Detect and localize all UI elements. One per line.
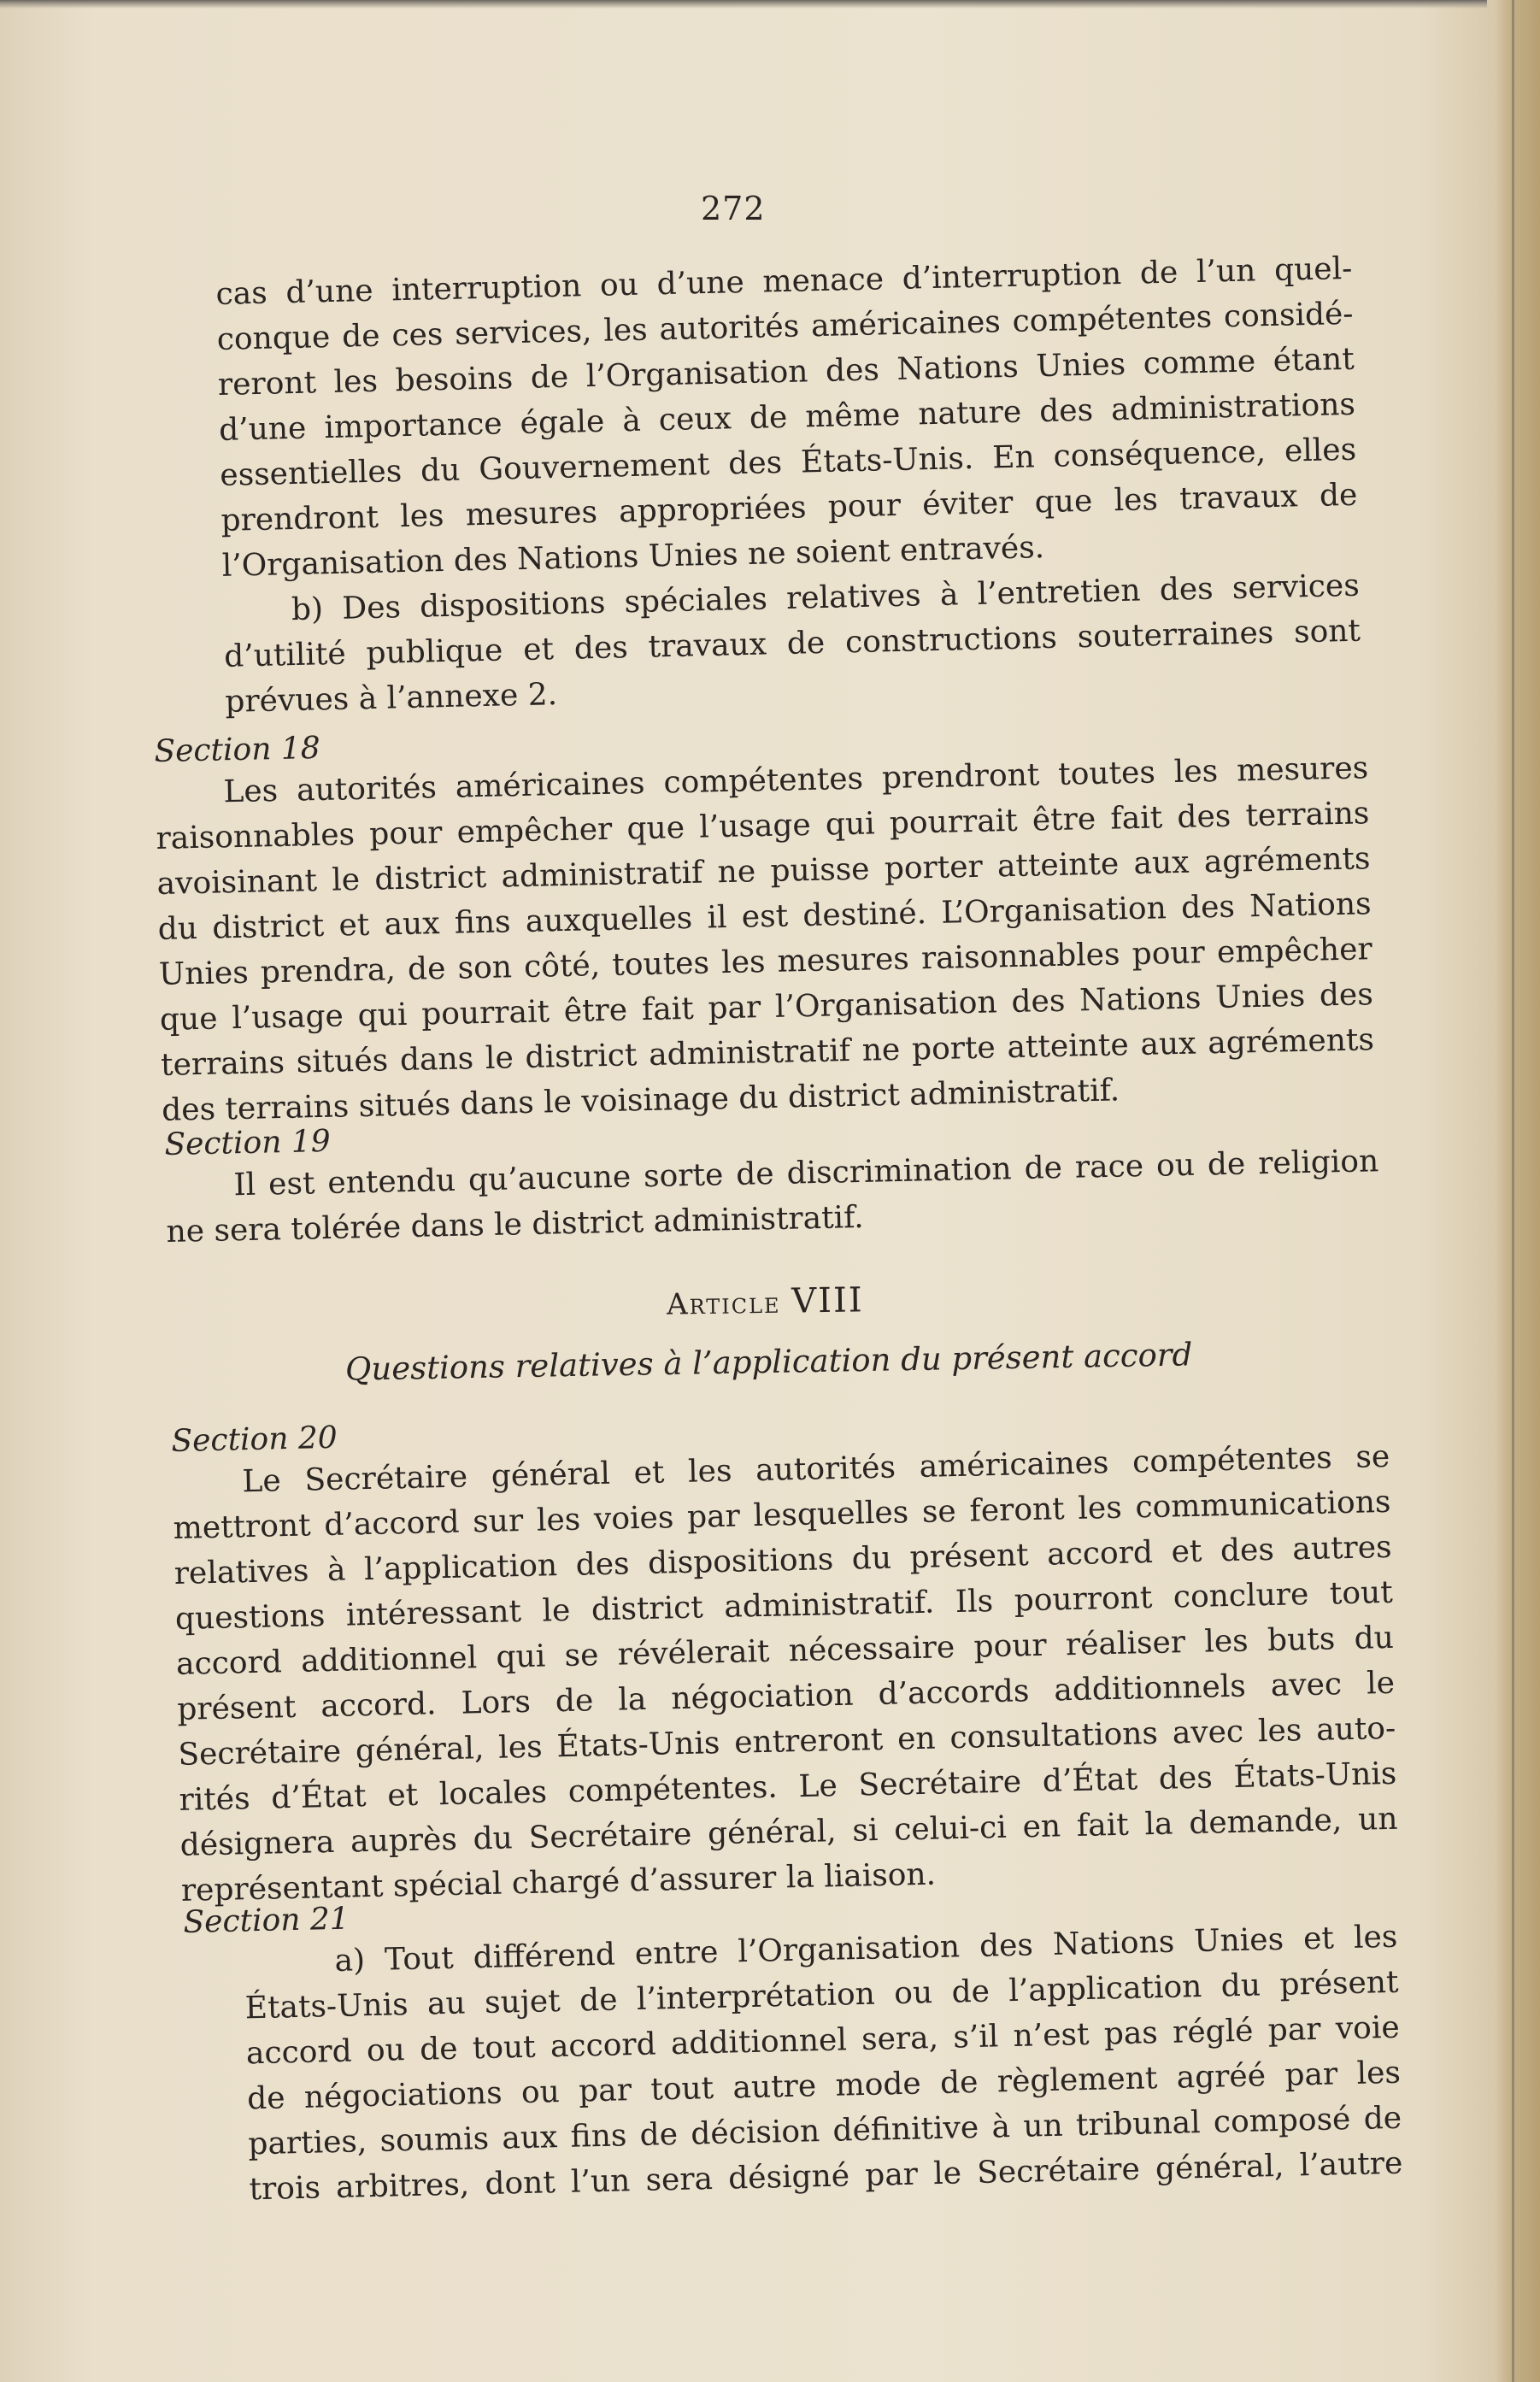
- section-line: des terrains situés dans le voisinage du district administratif.: [161, 1073, 1120, 1128]
- section-line: présent accord. Lors de la négociation d’accords additionnels avec le: [176, 1665, 1396, 1727]
- section-line: représentant spécial chargé d’assurer la liaison.: [180, 1856, 937, 1909]
- section-line: a) Tout différend entre l’Organisation des Nations Unies et les: [334, 1919, 1398, 1979]
- section-line: terrains situés dans le district administratif ne porte atteinte aux agréments: [160, 1022, 1375, 1083]
- intro-paragraph: [215, 246, 1362, 725]
- section-line: avoisinant le district administratif ne puisse porter atteinte aux agréments: [156, 841, 1371, 902]
- section-heading: Section 20: [171, 1420, 338, 1459]
- section-line: Secrétaire général, les États-Unis entreront en consultations avec les auto-: [178, 1710, 1396, 1773]
- article-numeral: VIII: [791, 1280, 864, 1321]
- section-line: Les autorités américaines compétentes prendront toutes les mesures: [223, 750, 1369, 810]
- section-line: États-Unis au sujet de l’interprétation ou de l’application du présent: [244, 1964, 1399, 2026]
- section-20: [171, 1397, 1399, 1914]
- section-line: du district et aux fins auxquelles il est destiné. L’Organisation des Nations: [157, 886, 1372, 947]
- section-line: mettront d’accord sur les voies par lesquelles se feront les communications: [173, 1484, 1391, 1546]
- intro-line: cas d’une interruption ou d’une menace d’interruption de l’un quel-: [215, 250, 1353, 312]
- intro-line: essentielles du Gouvernement des États-Unis. En conséquence, elles: [219, 432, 1357, 493]
- intro-line: d’une importance égale à ceux de même nature des administrations: [218, 386, 1356, 448]
- section-line: accord additionnel qui se révélerait nécessaire pour réaliser les buts du: [175, 1620, 1395, 1682]
- page-number: 272: [701, 190, 766, 227]
- section-21: [183, 1877, 1403, 2214]
- section-19: [164, 1101, 1380, 1255]
- section-line: rités d’État et locales compétentes. Le Secrétaire d’État des États-Unis: [179, 1756, 1397, 1818]
- section-line: que l’usage qui pourrait être fait par l’Organisation des Nations Unies des: [159, 977, 1374, 1038]
- section-heading: Section 18: [154, 730, 321, 769]
- intro-line: l’Organisation des Nations Unies ne soient entravés.: [221, 530, 1045, 584]
- section-line: ne sera tolérée dans le district administratif.: [166, 1199, 864, 1250]
- section-line: Le Secrétaire général et les autorités américaines compétentes se: [242, 1438, 1390, 1500]
- intro-line: b) Des dispositions spéciales relatives à l’entretien des services: [291, 568, 1361, 628]
- intro-line: conque de ces services, les autorités américaines compétentes considé-: [216, 296, 1354, 357]
- section-line: Unies prendra, de son côté, toutes les mesures raisonnables pour empêcher: [158, 932, 1373, 992]
- intro-line: prévues à l’annexe 2.: [224, 677, 558, 720]
- section-18: [154, 708, 1375, 1133]
- section-heading: Section 19: [164, 1123, 332, 1162]
- section-line: de négociations ou par tout autre mode de règlement agréé par les: [246, 2055, 1402, 2117]
- intro-line: prendront les mesures appropriées pour éviter que les travaux de: [220, 477, 1358, 538]
- intro-line: reront les besoins de l’Organisation des Nations Unies comme étant: [217, 341, 1355, 403]
- article-title: [667, 1280, 864, 1322]
- section-line: accord ou de tout accord additionnel sera, s’il n’est pas réglé par voie: [245, 2009, 1401, 2072]
- section-line: parties, soumis aux fins de décision définitive à un tribunal composé de: [247, 2100, 1402, 2162]
- section-line: trois arbitres, dont l’un sera désigné par le Secrétaire général, l’autre: [249, 2145, 1403, 2208]
- section-line: Il est entendu qu’aucune sorte de discrimination de race ou de religion: [233, 1144, 1379, 1203]
- section-line: désignera auprès du Secrétaire général, si celui-ci en fait la demande, un: [179, 1801, 1398, 1863]
- section-line: relatives à l’application des dispositions du présent accord et des autres: [173, 1529, 1392, 1591]
- article-label: Article: [666, 1285, 781, 1322]
- section-line: raisonnables pour empêcher que l’usage qui pourrait être fait des terrains: [156, 796, 1370, 856]
- article-subtitle: Questions relatives à l’application du présent accord: [344, 1336, 1193, 1388]
- section-line: questions intéressant le district administratif. Ils pourront conclure tout: [174, 1574, 1394, 1637]
- intro-line: d’utilité publique et des travaux de constructions souterraines sont: [223, 613, 1361, 674]
- section-heading: Section 21: [183, 1901, 350, 1940]
